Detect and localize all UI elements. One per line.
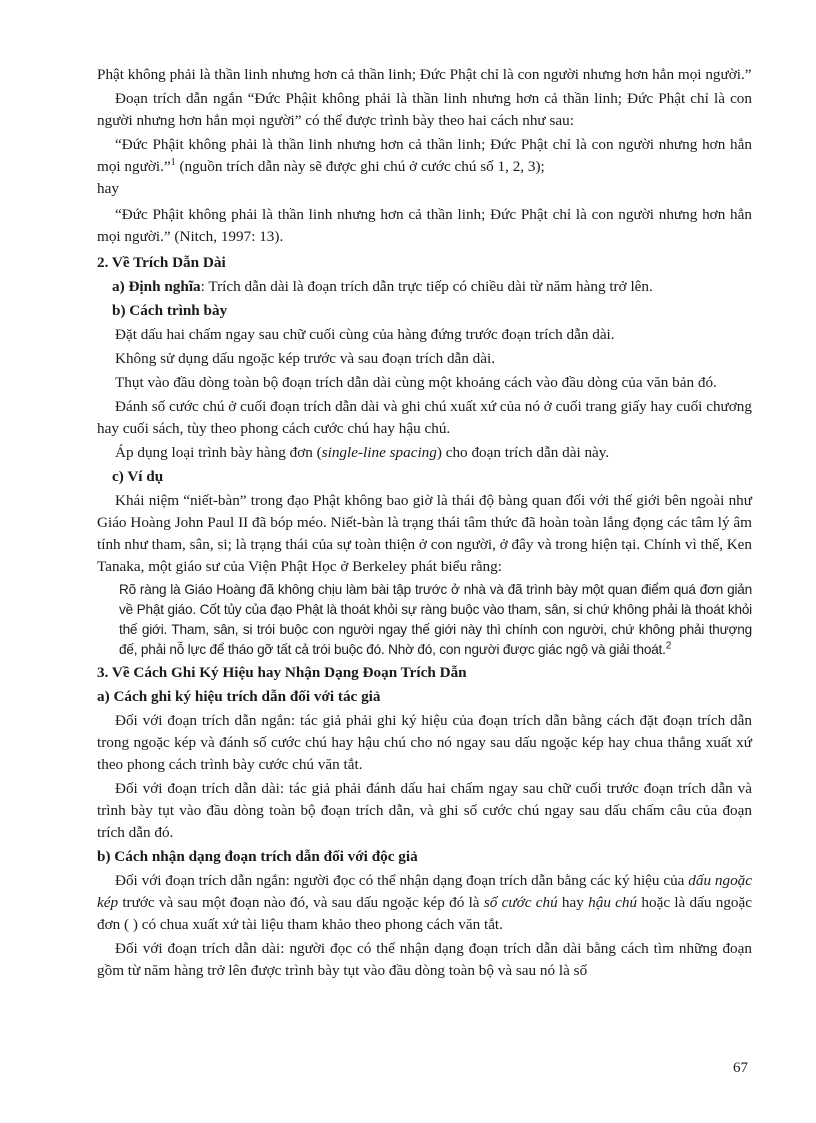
rule-1: Đặt dấu hai chấm ngay sau chữ cuối cùng của hàng đứng trước đoạn trích dẫn dài. [115,326,615,343]
rule-5 [97,442,752,464]
footnote-ref-1: 1 [170,156,176,168]
quote-1-note: (nguồn trích dẫn này sẽ được ghi chú ở cước chú số 1, 2, 3); [175,158,545,175]
subsection-b-para-2: Đối với đoạn trích dẫn dài: người đọc có thể nhận dạng đoạn trích dẫn dài bằng cách tìm những đoạn gồm từ năm hàng trở lên được trình bày tụt vào đầu dòng toàn bộ và sau nó là số [97,940,752,979]
subsection-a-heading: a) Cách ghi ký hiệu trích dẫn đối với tác giả [97,688,381,705]
footnote-ref-2: 2 [665,640,672,652]
quote-example-2: “Đức Phậit không phải là thần linh nhưng hơn cả thần linh; Đức Phật chỉ là con người nhưng hơn hẳn mọi người.” (Nitch, 1997: 13). [97,206,752,245]
definition-paragraph [97,276,752,298]
subsection-b-para-1 [97,870,752,936]
example-paragraph: Khái niệm “niết-bàn” trong đạo Phật không bao giờ là thái độ bàng quan đối với thế giới bên ngoài như Giáo Hoàng John Paul II đã bóp méo. Niết-bàn là trạng thái tâm thức đã hoàn toàn lắng đọng các tâm lý âm tính như tham, sân, si; là trạng thái của sự toàn thiện ở con người, ở đây và trong hiện tại. Chính vì thế, Ken Tanaka, một giáo sư của Viện Phật Học ở Berkeley phát biểu rằng: [97,492,752,575]
definition-label: a) Định nghĩa [112,278,201,295]
b1-post: hoặc là dấu ngoặc đơn ( ) có chua xuất xứ tài liệu tham khảo theo phong cách văn tắt. [97,894,753,933]
rule-5-italic: single-line spacing [321,444,437,461]
block-quote-text: Rõ ràng là Giáo Hoàng đã không chịu làm bài tập trước ở nhà và đã trình bày một quan điểm quá đơn giản về Phật giáo. Cốt tủy của đạo Phật là thoát khỏi sự ràng buộc vào tham, sân, si chứ không phải là thoát khỏi thế giới. Tham, sân, si trói buộc con người ngay thế giới này thì chính con người, chứ không phải thượng đế, phải nỗ lực để tháo gỡ tất cả trói buộc đó. Nhờ đó, con người được giác ngộ và giải thoát. [119,582,752,657]
rule-2: Không sử dụng dấu ngoặc kép trước và sau đoạn trích dẫn dài. [115,350,496,367]
example-heading: c) Ví dụ [112,468,164,485]
paragraph-top: Phật không phải là thần linh nhưng hơn cả thần linh; Đức Phật chỉ là con người nhưng hơn hẳn mọi người.” [97,66,752,83]
b1-pre: Đối với đoạn trích dẫn ngắn: người đọc có thể nhận dạng đoạn trích dẫn bằng các ký hiệu của [115,872,689,889]
quote-example-1 [97,134,752,200]
b1-mid-2: hay [557,894,589,911]
quote-1-text: “Đức Phậit không phải là thần linh nhưng hơn cả thần linh; Đức Phật chỉ là con người nhưng hơn hẳn mọi người.” [97,136,752,175]
section-3-heading: 3. Về Cách Ghi Ký Hiệu hay Nhận Dạng Đoạn Trích Dẫn [97,664,467,681]
subsection-b-heading: b) Cách nhận dạng đoạn trích dẫn đối với độc giả [97,848,418,865]
page-body [97,64,752,984]
subsection-a-para-1: Đối với đoạn trích dẫn ngắn: tác giả phải ghi ký hiệu của đoạn trích dẫn bằng cách đặt đoạn trích dẫn trong ngoặc kép và đánh số cước chú hay hậu chú cho nó ngay sau dấu ngoặc kép hay chua thẳng xuất xứ theo phong cách trình bày cước chú văn tắt. [97,712,752,773]
presentation-heading: b) Cách trình bày [112,302,228,319]
rule-5-post: ) cho đoạn trích dẫn dài này. [436,444,610,461]
definition-text: : Trích dẫn dài là đoạn trích dẫn trực tiếp có chiều dài từ năm hàng trở lên. [200,278,653,295]
block-quote [119,580,752,660]
b1-italic-3: hậu chú [588,894,638,911]
subsection-a-para-2: Đối với đoạn trích dẫn dài: tác giả phải đánh dấu hai chấm ngay sau chữ cuối trước đoạn trích dẫn và trình bày tụt vào đầu dòng toàn bộ đoạn trích dẫn, và ghi số cước chú ngay sau dấu chấm câu của đoạn trích dẫn đó. [97,780,752,841]
quote-or: hay [97,180,119,197]
paragraph-short-quote-intro: Đoạn trích dẫn ngắn “Đức Phậit không phải là thần linh nhưng hơn cả thần linh; Đức Phật chỉ là con người nhưng hơn hẳn mọi người” có thể được trình bày theo hai cách như sau: [97,90,752,129]
rule-3: Thụt vào đầu dòng toàn bộ đoạn trích dẫn dài cùng một khoảng cách vào đầu dòng của văn bản đó. [115,374,717,391]
b1-italic-2: số cước chú [483,894,558,911]
section-2-heading: 2. Về Trích Dẫn Dài [97,254,226,271]
b1-mid-1: trước và sau một đoạn nào đó, và sau dấu ngoặc kép đó là [118,894,484,911]
b1-italic-1: dấu ngoặc kép [97,872,752,911]
rule-4: Đánh số cước chú ở cuối đoạn trích dẫn dài và ghi chú xuất xứ của nó ở cuối trang giấy hay cuối chương hay cuối sách, tùy theo phong cách cước chú hay hậu chú. [97,398,752,437]
page-number: 67 [733,1060,748,1076]
rule-5-pre: Áp dụng loại trình bày hàng đơn ( [115,444,322,461]
